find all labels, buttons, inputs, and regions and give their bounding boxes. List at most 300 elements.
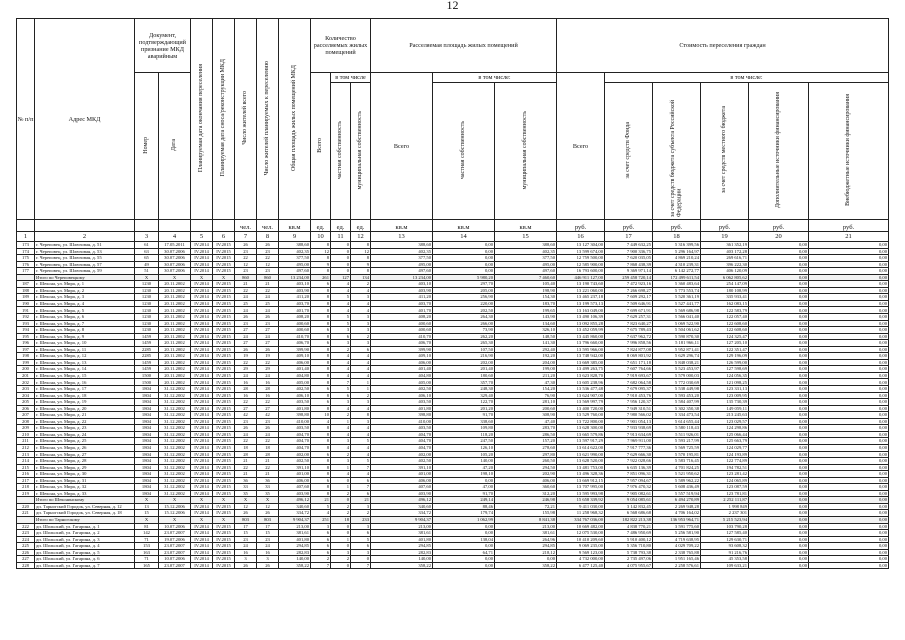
table-cell: 7 [351,464,371,471]
table-cell: 4 [331,405,351,412]
table-cell: IV.2014 [191,477,213,484]
table-cell: 23.07.2007 [159,543,191,550]
table-cell: 15 [235,530,257,537]
table-cell: 13 [135,503,159,510]
table-cell: 0,00 [749,386,809,393]
table-cell: 860 [257,274,279,281]
table-cell: 0,00 [809,510,889,517]
table-cell: 0,00 [809,372,889,379]
table-cell: 0,00 [749,523,809,530]
table-cell: 15 [135,510,159,517]
table-cell: 1804 [135,412,159,419]
table-cell: 0,00 [809,274,889,281]
table-cell: 0,00 [809,268,889,275]
unit-cell: ед. [351,220,371,232]
table-cell: 357,70 [433,379,495,386]
table-cell: 193 [17,320,35,327]
table-cell: 496,12 [279,497,311,504]
table-cell: 24 [257,333,279,340]
table-cell: 0,00 [809,320,889,327]
table-cell: 198 [17,353,35,360]
table-cell: 202,90 [495,471,557,478]
table-cell: 16 [257,379,279,386]
address-cell: г. Шексна, ул. Мира, д. 6 [35,314,135,321]
table-cell: 5 334 473,54 [653,412,701,419]
table-cell: 127 [331,274,351,281]
table-cell: 1 [331,536,351,543]
column-number: 3 [135,232,159,242]
table-cell: 398,80 [371,412,433,419]
table-cell: 210 [17,431,35,438]
table-cell: 4 [331,353,351,360]
header-count-private: частная собственность [331,83,351,220]
table-cell: 199 [17,359,35,366]
table-cell: 4 [351,353,371,360]
table-cell: 64,71 [433,549,495,556]
table-cell: 126 599,00 [701,359,749,366]
table-cell: 2 [331,503,351,510]
table-cell: 0,00 [749,248,809,255]
table-cell: 13 595 993,98 [557,490,605,497]
table-cell: 8 [311,405,331,412]
table-cell: IV.2015 [213,281,235,288]
table-cell: 1230 [135,320,159,327]
table-cell: 23 [235,268,257,275]
table-cell: 0,00 [749,346,809,353]
table-cell: 0,00 [749,451,809,458]
table-cell: IV.2014 [191,458,213,465]
address-cell: г. Череповец, ул. Шлюзовая, д. 57 [35,261,135,268]
table-cell: 154,20 [495,386,557,393]
table-cell: 31.12.2002 [159,418,191,425]
address-cell: г. Шексна, ул. Мира, д. 13 [35,359,135,366]
table-cell: 803 [235,516,257,523]
table-cell: 7 486 950,69 [605,530,653,537]
table-cell: 8 [351,268,371,275]
table-cell: 127 205,10 [701,340,749,347]
table-cell: 0,00 [749,556,809,563]
table-cell: 4 [351,307,371,314]
table-cell: 1804 [135,458,159,465]
table-cell: 22 [257,287,279,294]
table-cell: 126,10 [433,444,495,451]
table-cell: 403,50 [279,399,311,406]
table-cell: 0,00 [749,320,809,327]
table-cell: 13 234,00 [279,274,311,281]
table-cell: 26 [257,562,279,569]
table-cell: IV.2014 [191,484,213,491]
table-cell: 127 585,40 [701,530,749,537]
table-cell: 8 [311,255,331,262]
address-cell: Итого по Череповецкому [35,274,135,281]
table-cell: 20.11.2002 [159,340,191,347]
table-cell: 403,90 [279,287,311,294]
table-cell: 20.11.2002 [159,333,191,340]
table-cell: 212 [17,444,35,451]
table-cell: 165 [135,562,159,569]
table-cell: 0,00 [809,327,889,334]
table-cell: 8 841,38 [495,516,557,523]
table-cell: 0,00 [809,438,889,445]
table-cell: 24 [257,372,279,379]
address-cell: г. Шексна, ул. Мира, д. 24 [35,431,135,438]
table-cell: X [191,274,213,281]
table-cell: 20.11.2002 [159,287,191,294]
table-cell: IV.2014 [191,530,213,537]
column-numbers-row [17,232,889,242]
table-cell: IV.2015 [213,333,235,340]
table-cell: 403,50 [371,399,433,406]
table-cell: 227 [17,556,35,563]
address-cell: г. Череповец, ул. Шлюзовая, д. 59 [35,268,135,275]
table-cell: 0 [331,248,351,255]
table-cell: 122 608,60 [701,320,749,327]
table-cell: 124 065,89 [701,477,749,484]
table-cell: 403,90 [371,490,433,497]
table-cell: 218,12 [495,549,557,556]
table-cell: 308,90 [495,412,557,419]
table-cell: 292,40 [495,346,557,353]
table-cell: 7 [331,379,351,386]
address-cell: дп. Шольский, ул. Гагарина, д. 1 [35,523,135,530]
table-cell: 246,98 [495,497,557,504]
table-cell: 403 172,28 [701,248,749,255]
table-cell: 7 905 082,61 [605,490,653,497]
table-cell: 7 609 292,17 [605,294,653,301]
table-cell: 3 [331,399,351,406]
table-cell: 13 490 106,39 [557,314,605,321]
table-cell: 36 [257,477,279,484]
table-cell: 13 796 660,00 [557,340,605,347]
table-cell: 297,80 [495,451,557,458]
table-cell: 6 [311,281,331,288]
table-cell: 197 [17,346,35,353]
table-cell: 402,35 [371,248,433,255]
table-cell: 0,00 [749,425,809,432]
table-cell: 408,20 [371,314,433,321]
address-cell: дп. Шольский, ул. Гагарина, д. 7 [35,562,135,569]
table-cell: 4 [331,281,351,288]
table-cell: 202,50 [433,307,495,314]
table-cell: 21 [311,497,331,504]
table-cell: 13 748 942,00 [557,353,605,360]
table-cell: 218 [17,484,35,491]
table-cell: 7 607 764,66 [605,366,653,373]
header-address: Адрес МКД [35,19,135,220]
table-cell: 65 [135,255,159,262]
table-cell: 294,85 [279,543,311,550]
table-cell: 183,70 [495,300,557,307]
table-cell: 20.11.2002 [159,379,191,386]
table-cell: 0,00 [809,399,889,406]
table-cell: 4 [351,300,371,307]
table-cell: 4 [331,471,351,478]
table-cell: 0,00 [433,261,495,268]
table-cell: 283,70 [495,425,557,432]
table-cell: 163 [135,549,159,556]
table-cell: 282,83 [371,549,433,556]
table-cell: 26 [235,314,257,321]
table-cell: 219 [17,490,35,497]
table-cell: 122,70 [433,399,495,406]
table-cell: 0,00 [433,556,495,563]
header-area-group: Расселяемая площадь жилых помещений [371,19,557,73]
table-cell: 3 [351,340,371,347]
table-cell: 138,04 [433,536,495,543]
table-cell: 0 [331,562,351,569]
table-cell: 326,10 [495,327,557,334]
table-cell: 5 583 716,45 [653,458,701,465]
table-cell: 497,60 [279,268,311,275]
table-cell: 2 338 765,88 [653,549,701,556]
table-cell: 207 [17,412,35,419]
table-cell: 124 193,89 [701,451,749,458]
table-cell: IV.2015 [213,490,235,497]
address-cell: дп. Шольский, ул. Гагарина, д. 5 [35,549,135,556]
table-cell: 13 092 855,28 [557,320,605,327]
table-cell: 495,00 [279,261,311,268]
table-cell: 4 075 955,67 [605,562,653,569]
table-cell: 140,00 [433,458,495,465]
table-cell: 404,70 [279,438,311,445]
table-cell: 124 298,86 [701,425,749,432]
column-number: 19 [701,232,749,242]
table-cell: 400,60 [279,320,311,327]
table-cell: 7 [351,484,371,491]
resettlement-table [16,18,889,569]
table-cell: 404,80 [371,372,433,379]
address-cell: г. Шексна, ул. Мира, д. 10 [35,340,135,347]
table-cell: 6 477 125,40 [557,562,605,569]
table-cell: 19 [257,353,279,360]
table-cell: 7 957 094,67 [605,477,653,484]
table-cell: IV.2015 [213,405,235,412]
table-cell: 198,90 [495,287,557,294]
table-cell: 259 458 720,14 [605,274,653,281]
address-cell: дп. Тарногский Городок, ул. Северная, д. 12 [35,503,135,510]
table-cell: 0,00 [809,444,889,451]
table-cell: 2 [351,281,371,288]
table-cell: 4 [351,372,371,379]
table-cell: 262,20 [433,333,495,340]
table-cell: 403,10 [371,281,433,288]
table-cell: 0,00 [749,464,809,471]
table-cell: 191 [17,307,35,314]
table-cell: IV.2014 [191,510,213,517]
table-cell: 1 062,99 [433,516,495,523]
table-cell: 0 [331,255,351,262]
table-cell: 0,00 [809,255,889,262]
table-cell: 13 669 912,15 [557,477,605,484]
table-cell: 5 [331,294,351,301]
table-cell: 0,00 [749,412,809,419]
table-cell: 5 570 195,81 [653,451,701,458]
table-cell: 0 [351,556,371,563]
table-cell: IV.2015 [213,287,235,294]
table-cell: 495,00 [495,261,557,268]
table-cell: 7 620 035,05 [605,255,653,262]
table-cell: 5 593 453,20 [653,392,701,399]
table-cell: 0,00 [809,543,889,550]
table-cell: 8 [311,379,331,386]
table-cell: 175 [17,255,35,262]
table-cell: 409,10 [279,353,311,360]
table-cell: 0,00 [749,543,809,550]
header-area-including: в том числе: [433,73,557,83]
address-cell: г. Шексна, ул. Мира, д. 4 [35,300,135,307]
table-cell: 27 [235,405,257,412]
table-cell: 129 196,09 [701,353,749,360]
table-cell: 12 [235,503,257,510]
table-cell: 15.12.2006 [159,503,191,510]
table-cell: 2 [311,556,331,563]
table-cell: 5 356 710,80 [605,543,653,550]
table-cell: 377,50 [495,255,557,262]
table-cell: 93 608,32 [701,543,749,550]
table-cell: 282,83 [279,549,311,556]
table-cell: 294,50 [495,464,557,471]
table-cell: IV.2014 [191,327,213,334]
table-cell: 16 [257,392,279,399]
table-cell: 0,00 [809,379,889,386]
table-cell: 1 998 849 [701,503,749,510]
table-cell: 31.12.2002 [159,444,191,451]
table-cell: 7 913 634,69 [605,431,653,438]
table-cell: 6 [311,536,331,543]
table-cell: 9 [351,261,371,268]
table-cell: IV.2014 [191,418,213,425]
table-cell: IV.2015 [213,261,235,268]
table-cell: X [213,497,235,504]
table-cell: 1230 [135,327,159,334]
table-cell: 3 142 832,45 [605,503,653,510]
header-subject-budget: за счет средств бюджета субъекта Российской Федерации [653,83,701,220]
table-cell: 281,10 [495,399,557,406]
table-cell: IV.2015 [213,536,235,543]
table-cell: 20.11.2002 [159,320,191,327]
table-cell: IV.2014 [191,346,213,353]
column-number: 11 [331,232,351,242]
table-cell: 24 [257,543,279,550]
table-cell: 401,80 [279,536,311,543]
table-cell: 249,14 [433,497,495,504]
table-cell: X [159,274,191,281]
table-cell: IV.2014 [191,444,213,451]
table-cell: 402,50 [371,458,433,465]
table-cell: IV.2014 [191,399,213,406]
table-cell: 91,70 [433,490,495,497]
table-cell: 340,60 [371,503,433,510]
table-cell: 206 [17,405,35,412]
table-cell: 335 933,41 [701,294,749,301]
header-doc-group: Документ, подтверждающий признание МКД аварийным [135,19,191,73]
table-cell: 201,20 [433,405,495,412]
table-cell: 361 352,19 [701,242,749,249]
table-cell: IV.2015 [213,366,235,373]
table-cell: 3 [351,320,371,327]
table-cell: 0,00 [749,490,809,497]
table-cell: 409,10 [371,353,433,360]
table-cell: 0 [331,268,351,275]
table-cell: 7 699 671,91 [605,307,653,314]
table-cell: 6 [311,543,331,550]
table-cell: IV.2014 [191,549,213,556]
table-cell: 213,00 [495,523,557,530]
table-cell: 0,00 [749,281,809,288]
table-cell: 0 [331,523,351,530]
table-cell: IV.2015 [213,327,235,334]
table-cell: 0,00 [809,471,889,478]
table-cell: 2285 [135,346,159,353]
table-cell: 122 351,47 [701,346,749,353]
table-cell: 1804 [135,425,159,432]
table-cell: 12 [351,248,371,255]
table-cell: 26 [257,346,279,353]
table-cell: 401,80 [279,405,311,412]
table-cell: 0,00 [809,386,889,393]
table-cell: 21 [257,471,279,478]
table-cell: 24 [257,431,279,438]
table-cell: 179,74 [433,510,495,517]
unit-cell: кв.м [433,220,495,232]
table-cell: 402,50 [279,386,311,393]
table-cell: 36 [235,477,257,484]
address-cell: г. Шексна, ул. Мира, д. 14 [35,366,135,373]
table-cell: 3 [351,399,371,406]
table-cell: IV.2014 [191,261,213,268]
table-cell: 2 258 576,61 [653,562,701,569]
table-cell: 4 [331,300,351,307]
table-cell: 405,00 [371,379,433,386]
table-cell: 0,00 [749,268,809,275]
table-cell: 26 [257,510,279,517]
column-number: 13 [371,232,433,242]
table-cell: 0,00 [809,242,889,249]
table-cell: 0,00 [433,255,495,262]
table-cell: 0,00 [809,418,889,425]
table-cell: 3 [351,523,371,530]
table-cell: 0,00 [809,490,889,497]
table-cell: 24 [235,294,257,301]
unit-cell: ед. [311,220,331,232]
table-row [17,562,889,569]
table-cell: 401,40 [371,366,433,373]
table-cell: 360,60 [495,484,557,491]
header-cost-including: в том числе: [605,73,889,83]
address-cell: г. Шексна, ул. Мира, д. 29 [35,464,135,471]
table-cell: 13 623 828,70 [557,372,605,379]
table-cell: 1459 [135,340,159,347]
table-cell: 403,90 [371,287,433,294]
table-cell: 0,00 [749,562,809,569]
table-cell: 1 [331,418,351,425]
table-cell: 31.12.2002 [159,431,191,438]
table-cell: 17 [257,523,279,530]
table-cell: 399,90 [279,346,311,353]
table-cell: 76,90 [495,392,557,399]
table-cell: 0,00 [433,543,495,550]
table-cell: 8 [351,242,371,249]
table-cell: 217 [17,477,35,484]
table-cell: 21 [235,458,257,465]
unit-cell: ед. [331,220,351,232]
table-cell: IV.2015 [213,412,235,419]
table-cell: 0,00 [749,503,809,510]
table-cell: 254 147,09 [701,281,749,288]
table-cell: 4 029 709,22 [653,543,701,550]
table-cell: 7 [351,562,371,569]
table-cell: IV.2015 [213,418,235,425]
